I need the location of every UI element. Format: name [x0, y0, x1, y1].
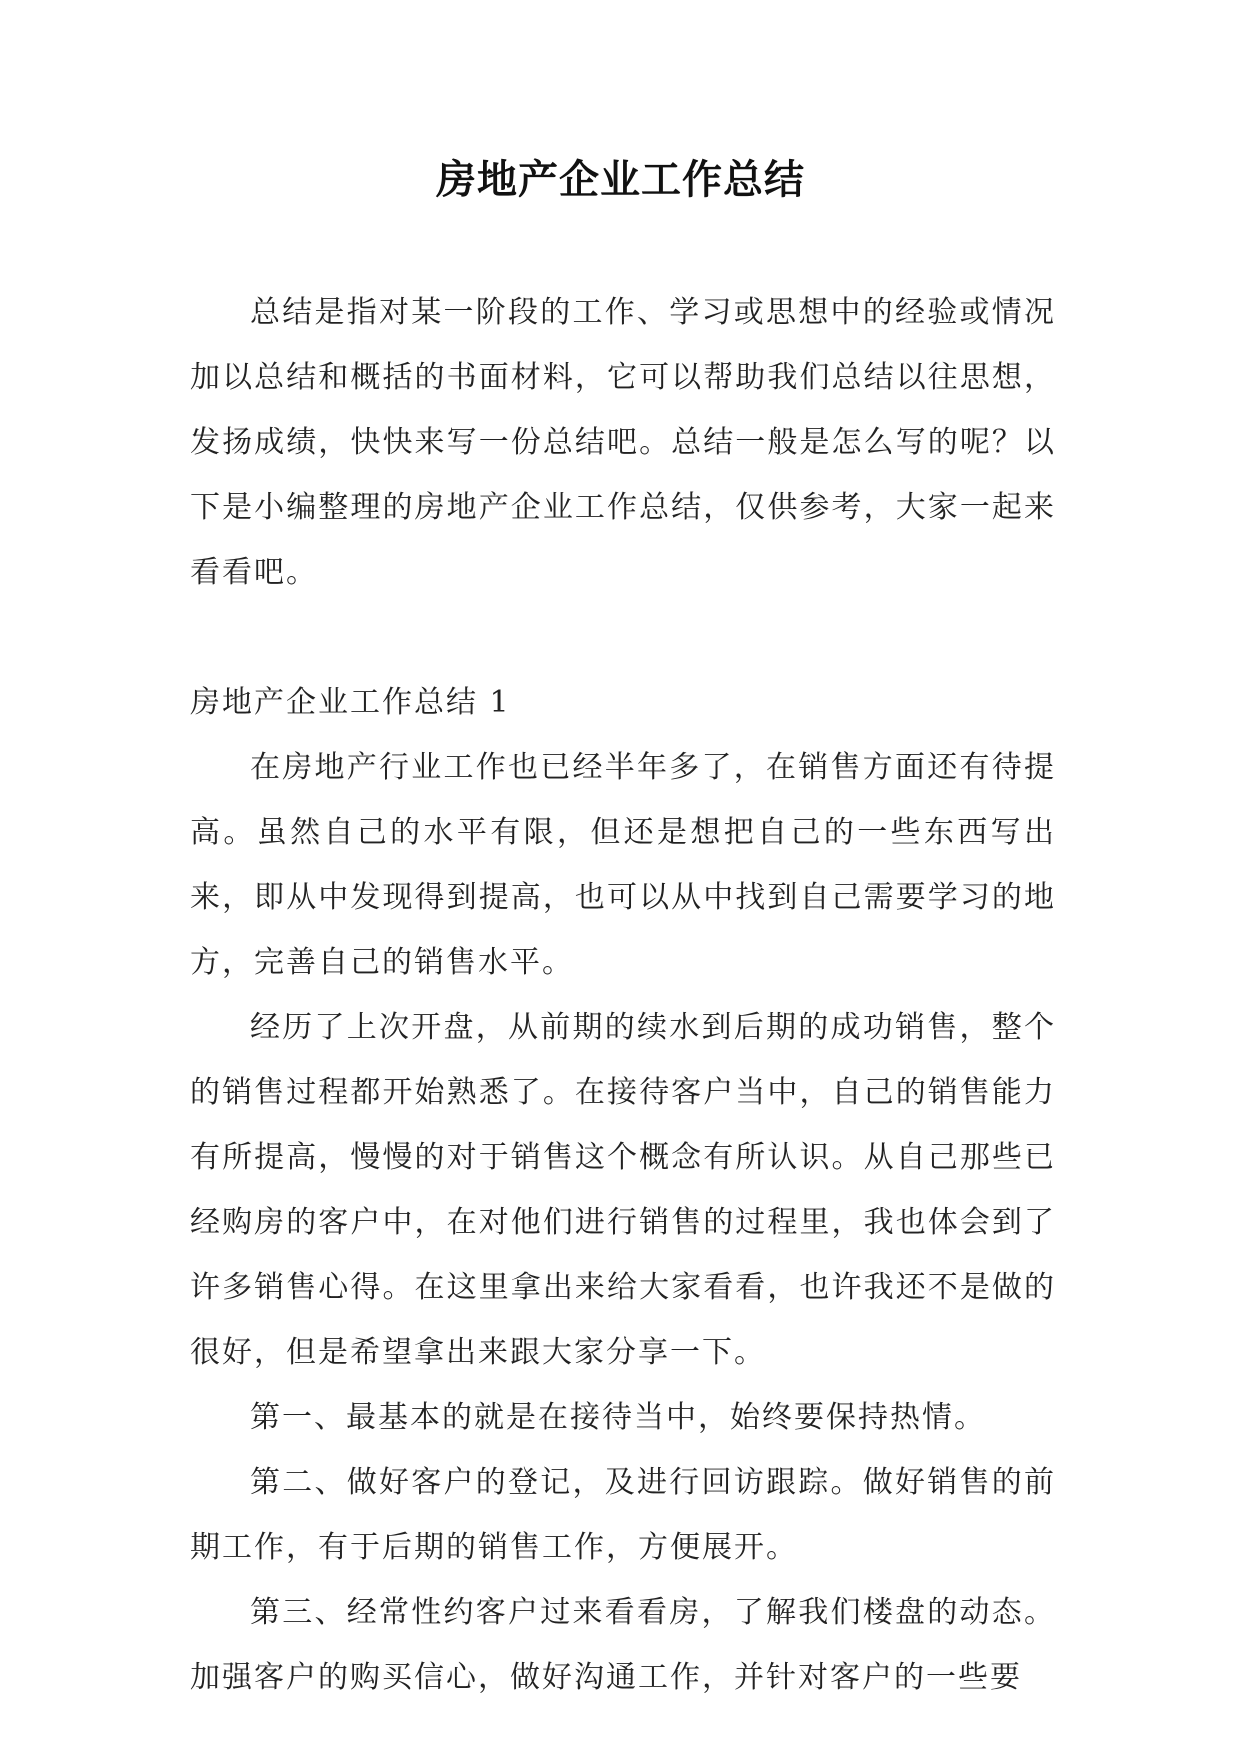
body-paragraph: 经历了上次开盘，从前期的续水到后期的成功销售，整个的销售过程都开始熟悉了。在接待客户当中，自己的销售能力有所提高，慢慢的对于销售这个概念有所认识。从自己那些已经购房的客户中，在对他们进行销售的过程里，我也体会到了许多销售心得。在这里拿出来给大家看看，也许我还不是做的很好，但是希望拿出来跟大家分享一下。 [190, 1010, 1056, 1370]
document-body [190, 280, 1056, 1710]
body-paragraph: 在房地产行业工作也已经半年多了，在销售方面还有待提高。虽然自己的水平有限，但还是想把自己的一些东西写出来，即从中发现得到提高，也可以从中找到自己需要学习的地方，完善自己的销售水平。 [190, 750, 1056, 980]
intro-paragraph: 总结是指对某一阶段的工作、学习或思想中的经验或情况加以总结和概括的书面材料，它可以帮助我们总结以往思想，发扬成绩，快快来写一份总结吧。总结一般是怎么写的呢？以下是小编整理的房地产企业工作总结，仅供参考，大家一起来看看吧。 [190, 295, 1056, 590]
section-heading: 房地产企业工作总结 1 [190, 685, 511, 720]
body-paragraph: 第一、最基本的就是在接待当中，始终要保持热情。 [250, 1400, 986, 1435]
body-paragraph: 第二、做好客户的登记，及进行回访跟踪。做好销售的前期工作，有于后期的销售工作，方便展开。 [190, 1465, 1056, 1565]
body-paragraph: 第三、经常性约客户过来看看房，了解我们楼盘的动态。加强客户的购买信心，做好沟通工作，并针对客户的一些要 [190, 1595, 1056, 1695]
document-title: 房地产企业工作总结 [436, 156, 805, 203]
